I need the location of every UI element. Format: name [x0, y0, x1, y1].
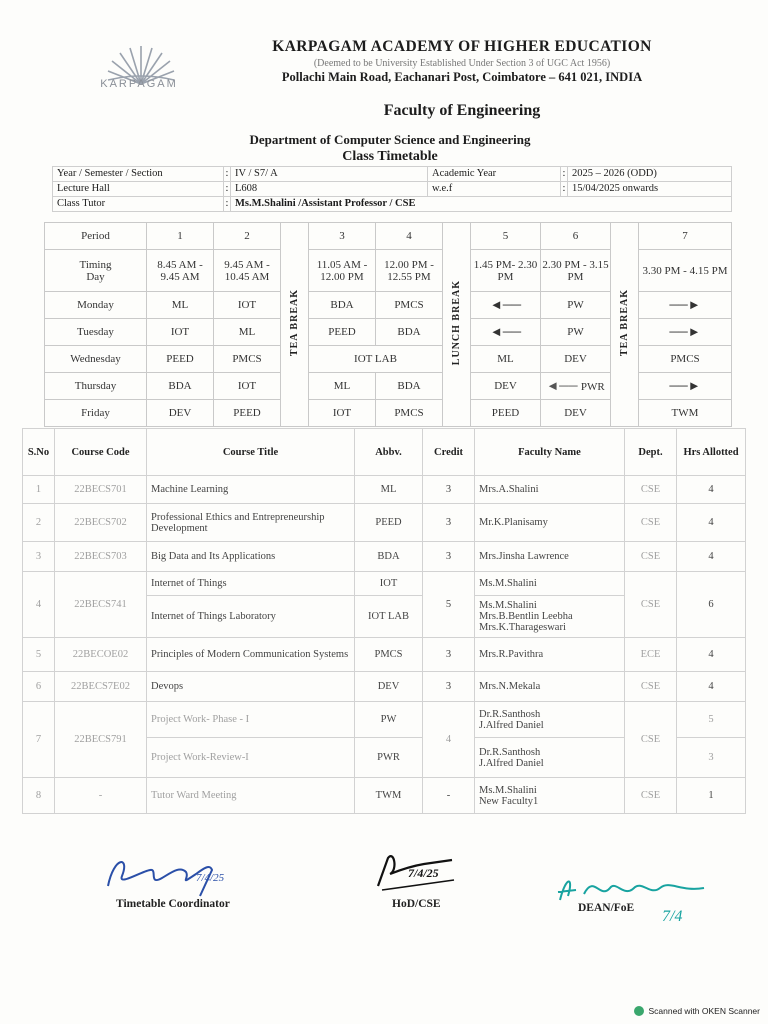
faculty: Mrs.Jinsha Lawrence: [475, 542, 625, 572]
faculty: Dr.R.Santhosh: [479, 746, 541, 758]
faculty: J.Alfred Daniel: [479, 757, 544, 769]
hod-label: HoD/CSE: [392, 898, 441, 910]
sno: 2: [23, 504, 55, 542]
course-title: Professional Ethics and Entrepreneurship Development: [147, 504, 355, 542]
slot-with-arrow: [541, 373, 611, 400]
slot: PEED: [471, 400, 541, 427]
period-header: Period: [45, 223, 147, 250]
course-title: Principles of Modern Communication Systems: [147, 638, 355, 672]
coordinator-label: Timetable Coordinator: [116, 898, 230, 910]
faculty: Ms.M.Shalini: [475, 572, 625, 596]
slot-lab: IOT LAB: [309, 346, 443, 373]
day-tuesday: Tuesday: [45, 319, 147, 346]
arrow-right-icon: ──►: [639, 292, 732, 319]
abbv: DEV: [355, 672, 423, 702]
slot: PMCS: [376, 400, 443, 427]
hrs: 6: [677, 572, 746, 638]
department-title: Department of Computer Science and Engineering: [249, 132, 531, 147]
slot: ML: [147, 292, 214, 319]
course-code: 22BECOE02: [55, 638, 147, 672]
course-code: -: [55, 778, 147, 814]
faculty: Mrs.B.Bentlin Leebha: [479, 611, 573, 622]
abbv: PEED: [355, 504, 423, 542]
timing-cell: 1.45 PM- 2.30 PM: [471, 250, 541, 292]
credit: 3: [423, 672, 475, 702]
table-row: [23, 504, 746, 542]
year-label: Year / Semester / Section: [53, 167, 224, 182]
hod-date: 7/4/25: [408, 866, 439, 880]
abbv: TWM: [355, 778, 423, 814]
scanner-text: Scanned with OKEN Scanner: [648, 1006, 760, 1016]
wef-label: w.e.f: [428, 182, 561, 197]
credit: 3: [423, 638, 475, 672]
dept: CSE: [625, 476, 677, 504]
lunch-break-column: [443, 223, 471, 427]
hrs: 4: [677, 504, 746, 542]
timing-cell: 8.45 AM - 9.45 AM: [147, 250, 214, 292]
table-row: [23, 672, 746, 702]
dept: ECE: [625, 638, 677, 672]
slot: PMCS: [639, 346, 732, 373]
faculty-list: [475, 596, 625, 638]
dept: CSE: [625, 672, 677, 702]
slot: BDA: [147, 373, 214, 400]
slot: PMCS: [214, 346, 281, 373]
faculty: Mr.K.Planisamy: [475, 504, 625, 542]
slot: BDA: [376, 373, 443, 400]
deemed-line: (Deemed to be University Established Under Section 3 of UGC Act 1956): [313, 58, 611, 69]
arrow-right-icon: ──►: [639, 373, 732, 400]
col-header: Abbv.: [355, 429, 423, 476]
course-title: Machine Learning: [147, 476, 355, 504]
course-code: 22BECS741: [55, 572, 147, 638]
period-number: 7: [639, 223, 732, 250]
sno: 8: [23, 778, 55, 814]
slot: IOT: [147, 319, 214, 346]
faculty: Mrs.K.Tharageswari: [479, 622, 566, 633]
dean-date: 7/4: [662, 908, 683, 925]
course-title: Big Data and Its Applications: [147, 542, 355, 572]
year-value: IV / S7/ A: [231, 167, 428, 182]
tea-break-column-2: [611, 223, 639, 427]
lunch-break-label: LUNCH BREAK: [451, 280, 462, 366]
faculty-list: [475, 738, 625, 778]
course-title: Project Work- Phase - I: [147, 702, 355, 738]
abbv: ML: [355, 476, 423, 504]
slot: PW: [541, 319, 611, 346]
timing-cell: 11.05 AM - 12.00 PM: [309, 250, 376, 292]
course-title: Internet of Things Laboratory: [147, 596, 355, 638]
slot: PEED: [147, 346, 214, 373]
dean-label: DEAN/FoE: [578, 902, 635, 914]
sno: 1: [23, 476, 55, 504]
table-row: [23, 476, 746, 504]
dept: CSE: [625, 702, 677, 778]
col-header: Course Title: [147, 429, 355, 476]
table-row: [23, 542, 746, 572]
hrs: 4: [677, 476, 746, 504]
slot: ML: [214, 319, 281, 346]
sno: 4: [23, 572, 55, 638]
course-code: 22BECS703: [55, 542, 147, 572]
day-monday: Monday: [45, 292, 147, 319]
faculty: New Faculty1: [479, 795, 539, 807]
document-title: Class Timetable: [342, 149, 438, 164]
faculty-list: [475, 778, 625, 814]
abbv: PW: [355, 702, 423, 738]
coordinator-signature-icon: [100, 846, 250, 906]
slot: DEV: [541, 346, 611, 373]
slot: IOT: [309, 400, 376, 427]
period-number: 3: [309, 223, 376, 250]
course-title: Tutor Ward Meeting: [147, 778, 355, 814]
course-code: 22BECS701: [55, 476, 147, 504]
col-header: Dept.: [625, 429, 677, 476]
institution-name: KARPAGAM ACADEMY OF HIGHER EDUCATION: [272, 38, 652, 55]
hall-value: L608: [231, 182, 428, 197]
sno: 6: [23, 672, 55, 702]
faculty-list: [475, 702, 625, 738]
sno: 5: [23, 638, 55, 672]
table-row: [23, 702, 746, 738]
hrs: 1: [677, 778, 746, 814]
abbv: IOT: [355, 572, 423, 596]
credit: 3: [423, 504, 475, 542]
period-number: 4: [376, 223, 443, 250]
course-title: Devops: [147, 672, 355, 702]
course-title: Project Work-Review-I: [147, 738, 355, 778]
dept: CSE: [625, 542, 677, 572]
period-number: 6: [541, 223, 611, 250]
faculty: Mrs.A.Shalini: [475, 476, 625, 504]
day-friday: Friday: [45, 400, 147, 427]
credit: 5: [423, 572, 475, 638]
slot: PMCS: [376, 292, 443, 319]
logo-text: KARPAGAM: [100, 78, 178, 90]
scanner-logo-icon: [634, 1006, 644, 1016]
slot: PEED: [214, 400, 281, 427]
timetable-grid: [44, 222, 732, 427]
tea-break-label: TEA BREAK: [289, 289, 300, 357]
col-header: S.No: [23, 429, 55, 476]
tutor-label: Class Tutor: [53, 197, 224, 212]
faculty: Ms.M.Shalini: [479, 600, 537, 611]
dept: CSE: [625, 778, 677, 814]
slot: TWM: [639, 400, 732, 427]
separator: :: [224, 197, 231, 212]
abbv: PWR: [355, 738, 423, 778]
faculty: Mrs.R.Pavithra: [475, 638, 625, 672]
abbv: BDA: [355, 542, 423, 572]
timing-label: Timing: [79, 258, 112, 271]
arrow-left-icon: ◄──: [471, 319, 541, 346]
slot: PW: [541, 292, 611, 319]
slot: IOT: [214, 292, 281, 319]
slot: ML: [309, 373, 376, 400]
slot: BDA: [376, 319, 443, 346]
credit: -: [423, 778, 475, 814]
sno: 3: [23, 542, 55, 572]
col-header: Credit: [423, 429, 475, 476]
timing-cell: 3.30 PM - 4.15 PM: [639, 250, 732, 292]
faculty: Dr.R.Santhosh: [479, 708, 541, 720]
timing-day-header: [45, 250, 147, 292]
slot: ML: [471, 346, 541, 373]
period-number: 1: [147, 223, 214, 250]
slot: IOT: [214, 373, 281, 400]
course-code: 22BECS791: [55, 702, 147, 778]
faculty-title: Faculty of Engineering: [383, 102, 541, 119]
slot: PWR: [580, 381, 605, 393]
col-header: Course Code: [55, 429, 147, 476]
day-wednesday: Wednesday: [45, 346, 147, 373]
day-label: Day: [86, 270, 105, 283]
tutor-value: Ms.M.Shalini /Assistant Professor / CSE: [231, 197, 732, 212]
slot: DEV: [147, 400, 214, 427]
period-number: 5: [471, 223, 541, 250]
course-header-row: [23, 429, 746, 476]
abbv: PMCS: [355, 638, 423, 672]
timing-cell: 9.45 AM - 10.45 AM: [214, 250, 281, 292]
timing-cell: 12.00 PM - 12.55 PM: [376, 250, 443, 292]
table-row: [23, 572, 746, 596]
hrs: 4: [677, 542, 746, 572]
credit: 4: [423, 702, 475, 778]
sno: 7: [23, 702, 55, 778]
academic-label: Academic Year: [428, 167, 561, 182]
course-title: Internet of Things: [147, 572, 355, 596]
slot: DEV: [471, 373, 541, 400]
col-header: Hrs Allotted: [677, 429, 746, 476]
timing-cell: 2.30 PM - 3.15 PM: [541, 250, 611, 292]
info-row: [53, 197, 732, 212]
dept: CSE: [625, 572, 677, 638]
slot: BDA: [309, 292, 376, 319]
tea-break-label: TEA BREAK: [619, 289, 630, 357]
hrs: 3: [677, 738, 746, 778]
hall-label: Lecture Hall: [53, 182, 224, 197]
info-row: [53, 167, 732, 182]
arrow-left-icon: ◄──: [546, 378, 581, 393]
day-thursday: Thursday: [45, 373, 147, 400]
dept: CSE: [625, 504, 677, 542]
slot: PEED: [309, 319, 376, 346]
hrs: 4: [677, 672, 746, 702]
separator: :: [561, 182, 568, 197]
separator: :: [561, 167, 568, 182]
tea-break-column-1: [281, 223, 309, 427]
academic-value: 2025 – 2026 (ODD): [568, 167, 732, 182]
class-info-table: [52, 166, 732, 212]
credit: 3: [423, 542, 475, 572]
faculty: Mrs.N.Mekala: [475, 672, 625, 702]
arrow-right-icon: ──►: [639, 319, 732, 346]
faculty: Ms.M.Shalini: [479, 784, 537, 796]
abbv: IOT LAB: [355, 596, 423, 638]
course-code: 22BECS702: [55, 504, 147, 542]
slot: DEV: [541, 400, 611, 427]
coordinator-date: 7/4/25: [196, 872, 225, 884]
wef-value: 15/04/2025 onwards: [568, 182, 732, 197]
table-row: [23, 778, 746, 814]
hrs: 4: [677, 638, 746, 672]
course-code: 22BECS7E02: [55, 672, 147, 702]
faculty: J.Alfred Daniel: [479, 719, 544, 731]
table-row: [23, 638, 746, 672]
address: Pollachi Main Road, Eachanari Post, Coimbatore – 641 021, INDIA: [281, 70, 643, 84]
info-row: [53, 182, 732, 197]
separator: :: [224, 182, 231, 197]
credit: 3: [423, 476, 475, 504]
arrow-left-icon: ◄──: [471, 292, 541, 319]
separator: :: [224, 167, 231, 182]
period-number: 2: [214, 223, 281, 250]
course-table: [22, 428, 746, 814]
scanner-watermark: [634, 1006, 760, 1016]
col-header: Faculty Name: [475, 429, 625, 476]
hrs: 5: [677, 702, 746, 738]
